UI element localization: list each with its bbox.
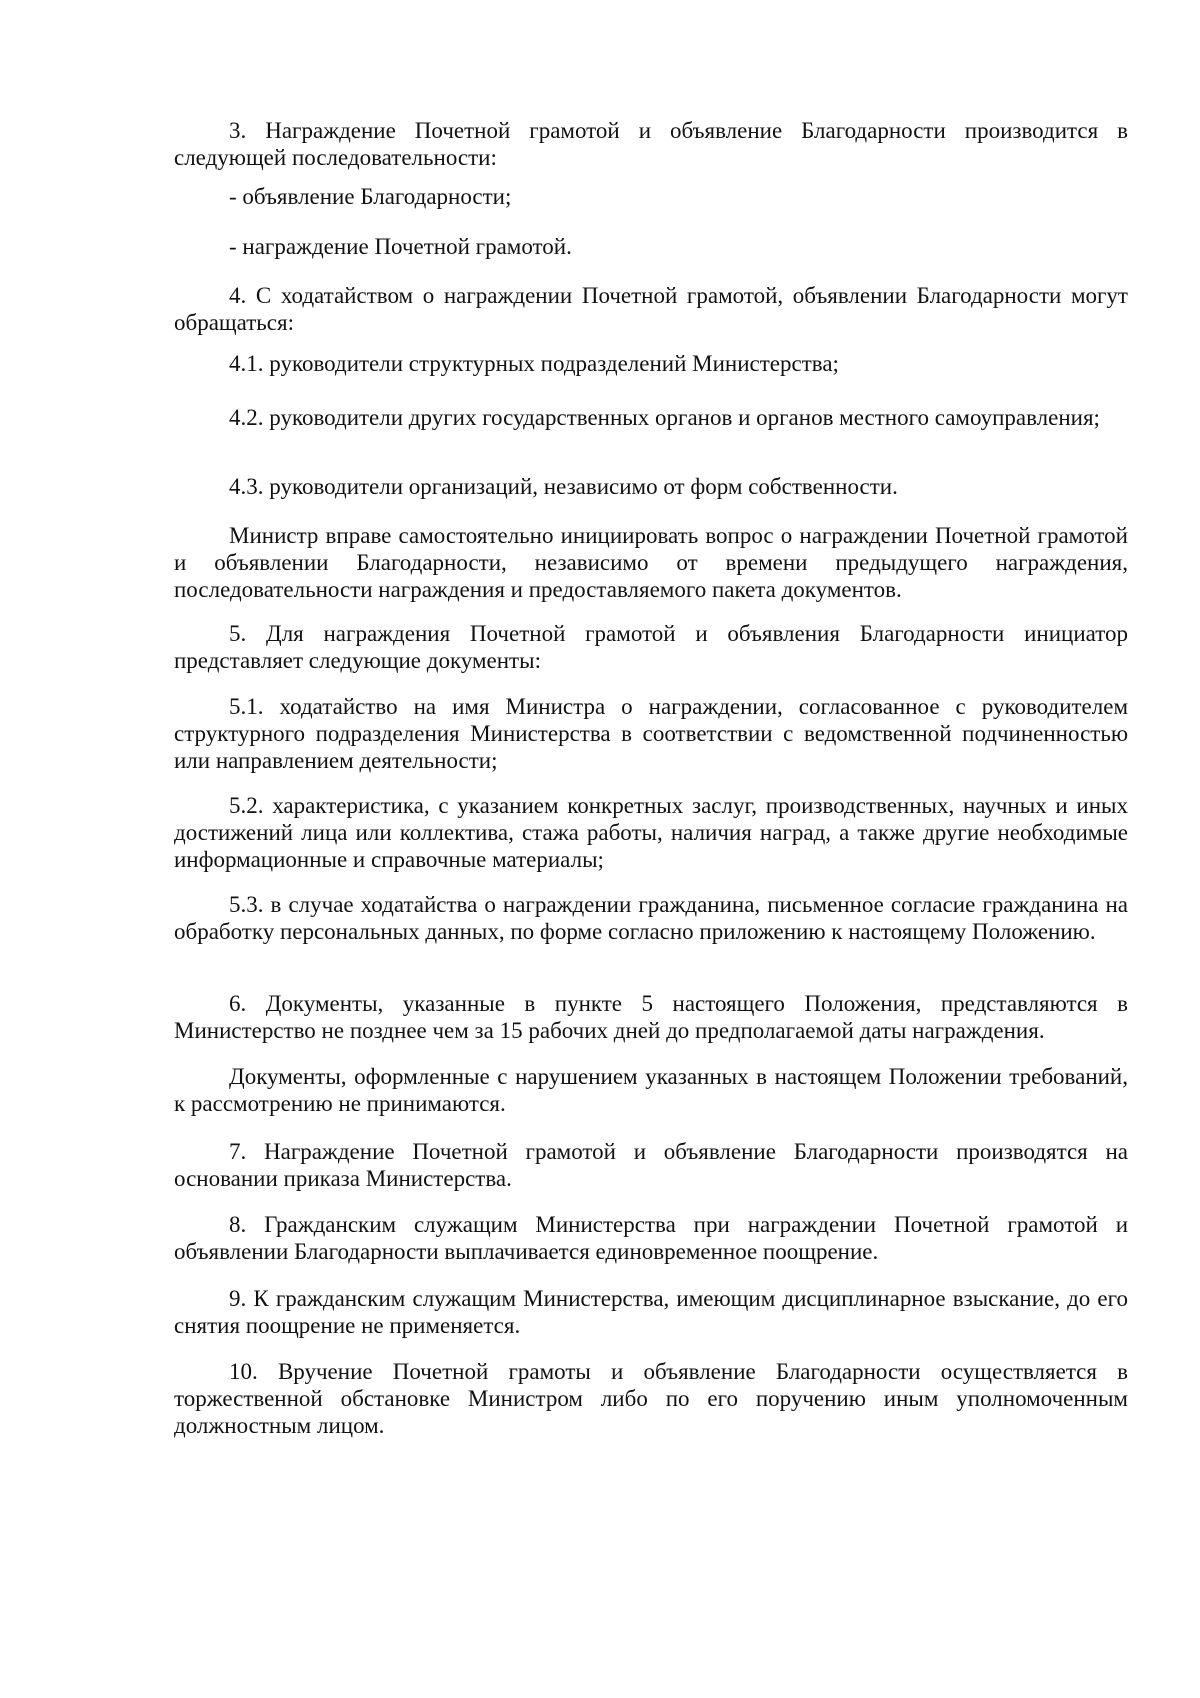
paragraph-5-1: 5.1. ходатайство на имя Министра о награждении, согласованное с руководителем структурного подразделения Министерства в соответствии с ведомственной подчиненностью или направлением деятельности; — [174, 694, 1128, 773]
paragraph-10: 10. Вручение Почетной грамоты и объявление Благодарности осуществляется в торжественной обстановке Министром либо по его поручению иным уполномоченным должностным лицом. — [174, 1359, 1128, 1438]
paragraph-minister-initiative: Министр вправе самостоятельно инициировать вопрос о награждении Почетной грамотой и объявлении Благодарности, независимо от времени предыдущего награждения, последовательности награждения и предоставляемого пакета документов. — [174, 523, 1128, 602]
paragraph-4-2: 4.2. руководители других государственных органов и органов местного самоуправления; — [229, 405, 1100, 430]
paragraph-4-3: 4.3. руководители организаций, независимо от форм собственности. — [229, 474, 898, 499]
paragraph-4: 4. С ходатайством о награждении Почетной грамотой, объявлении Благодарности могут обращаться: — [174, 283, 1128, 335]
paragraph-4-1: 4.1. руководители структурных подразделений Министерства; — [229, 351, 839, 376]
paragraph-5: 5. Для награждения Почетной грамотой и объявления Благодарности инициатор представляет следующие документы: — [174, 621, 1128, 673]
paragraph-3-item-gratitude: - объявление Благодарности; — [229, 184, 512, 209]
paragraph-document-requirements: Документы, оформленные с нарушением указанных в настоящем Положении требований, к рассмотрению не принимаются. — [174, 1064, 1128, 1116]
paragraph-6: 6. Документы, указанные в пункте 5 настоящего Положения, представляются в Министерство не позднее чем за 15 рабочих дней до предполагаемой даты награждения. — [174, 991, 1128, 1043]
paragraph-7: 7. Награждение Почетной грамотой и объявление Благодарности производятся на основании приказа Министерства. — [174, 1139, 1128, 1191]
paragraph-5-3: 5.3. в случае ходатайства о награждении гражданина, письменное согласие гражданина на обработку персональных данных, по форме согласно приложению к настоящему Положению. — [174, 892, 1128, 944]
paragraph-3: 3. Награждение Почетной грамотой и объявление Благодарности производится в следующей последовательности: — [174, 118, 1128, 170]
paragraph-8: 8. Гражданским служащим Министерства при награждении Почетной грамотой и объявлении Благодарности выплачивается единовременное поощрение. — [174, 1212, 1128, 1264]
paragraph-9: 9. К гражданским служащим Министерства, имеющим дисциплинарное взыскание, до его снятия поощрение не применяется. — [174, 1286, 1128, 1338]
paragraph-5-2: 5.2. характеристика, с указанием конкретных заслуг, производственных, научных и иных достижений лица или коллектива, стажа работы, наличия наград, а также другие необходимые информационные и справочные материалы; — [174, 793, 1128, 872]
paragraph-3-item-certificate: - награждение Почетной грамотой. — [229, 234, 572, 259]
